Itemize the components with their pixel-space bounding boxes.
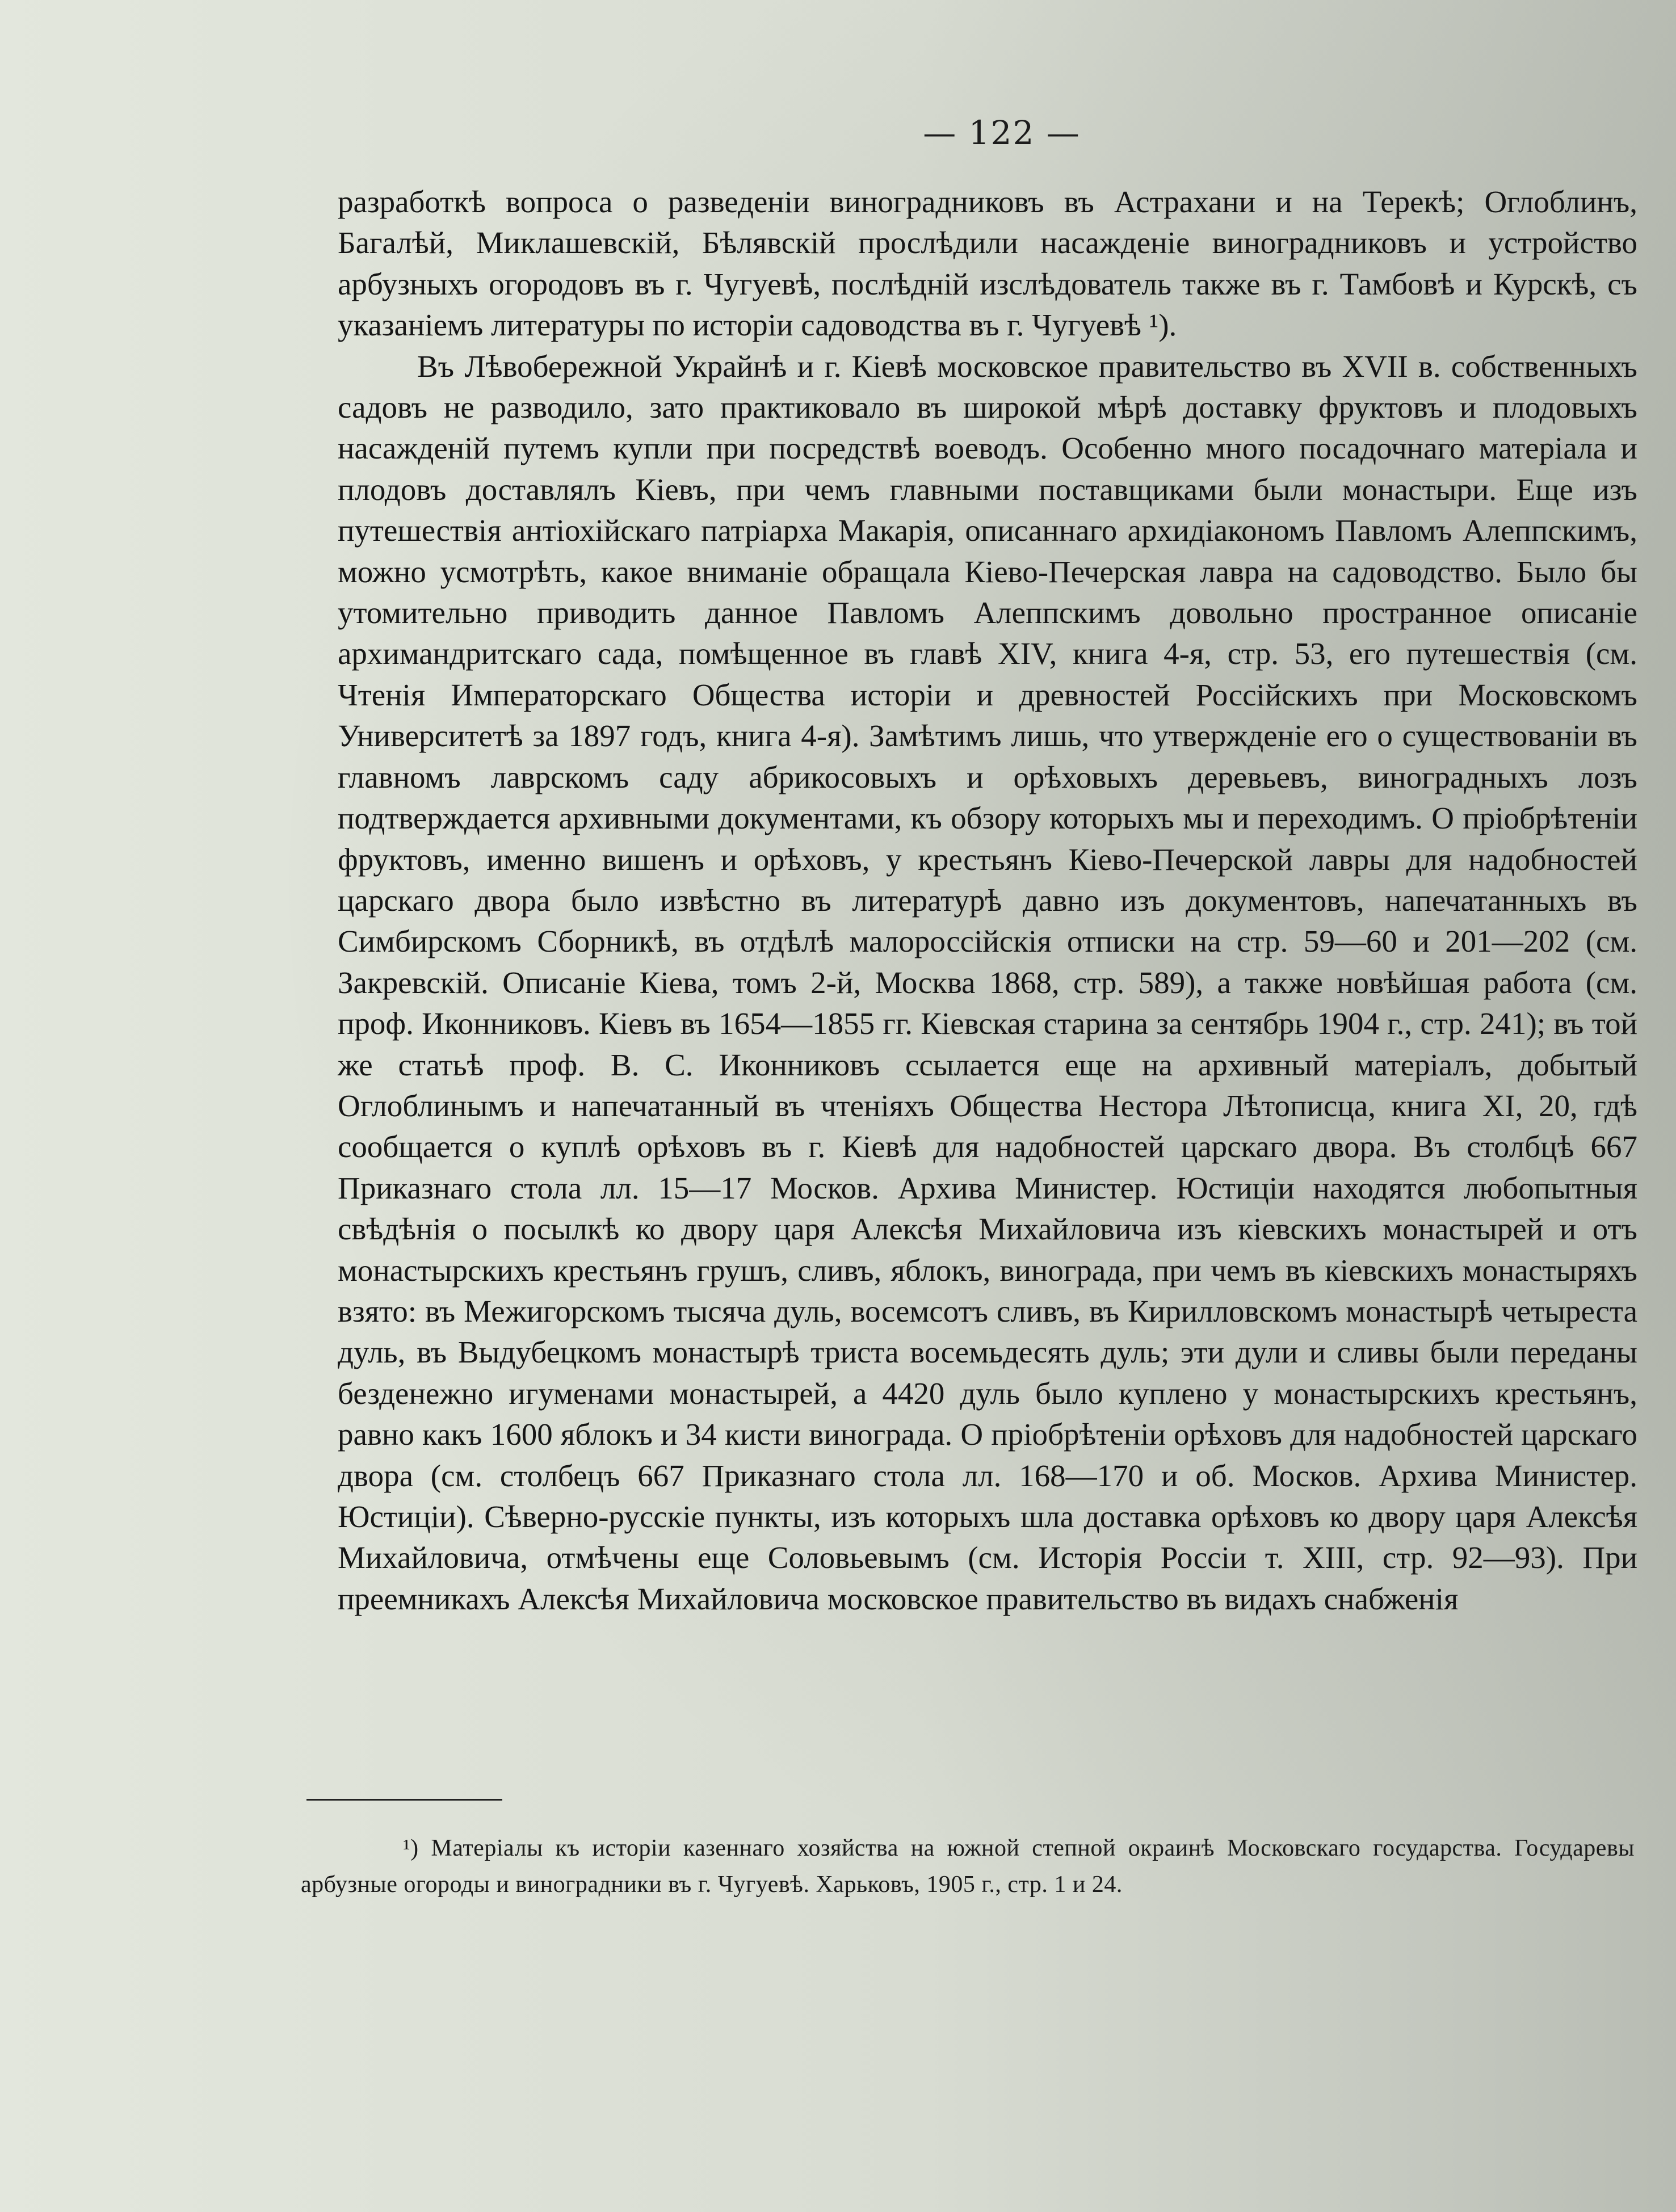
main-text bbox=[338, 182, 1637, 1620]
footnote: ¹) Матерiалы къ исторiи казеннаго хозяйства на южной степной окраинѣ Московскаго государства. Государевы арбузные огороды и виноградники въ г. Чугуевѣ. Харьковъ, 1905 г., стр. 1 и 24. bbox=[301, 1835, 1635, 1898]
paragraph-left-bank-ukraine: Въ Лѣвобережной Украйнѣ и г. Кiевѣ московское правительство въ XVII в. собственныхъ садовъ не разводило, зато практиковало въ широкой мѣрѣ доставку фруктовъ и плодовыхъ насажденiй путемъ купли при посредствѣ воеводъ. Особенно много посадочнаго матерiала и плодовъ доставлялъ Кiевъ, при чемъ главными поставщиками были монастыри. Еще изъ путешествiя антiохiйскаго патрiарха Макарiя, описаннаго архидiакономъ Павломъ Алеппскимъ, можно усмотрѣть, какое вниманiе обращала Кiево-Печерская лавра на садоводство. Было бы утомительно приводить данное Павломъ Алеппскимъ довольно пространное описанiе архимандритскаго сада, помѣщенное въ главѣ XIV, книга 4-я, стр. 53, его путешествiя (см. Чтенiя Императорскаго Общества исторiи и древностей Россiйскихъ при Московскомъ Университетѣ за 1897 годъ, книга 4-я). Замѣтимъ лишь, что утвержденiе его о существованiи въ главномъ лаврскомъ саду абрикосовыхъ и орѣховыхъ деревьевъ, виноградныхъ лозъ подтверждается архивными документами, къ обзору которыхъ мы и переходимъ. О прiобрѣтенiи фруктовъ, именно вишенъ и орѣховъ, у крестьянъ Кiево-Печерской лавры для надобностей царскаго двора было извѣстно въ литературѣ давно изъ документовъ, напечатанныхъ въ Симбирскомъ Сборникѣ, въ отдѣлѣ малороссiйскiя отписки на стр. 59—60 и 201—202 (см. Закревскiй. Описанiе Кiева, томъ 2-й, Москва 1868, стр. 589), а также новѣйшая работа (см. проф. Иконниковъ. Кiевъ въ 1654—1855 гг. Кiевская старина за сентябрь 1904 г., стр. 241); въ той же статьѣ проф. В. С. Иконниковъ ссылается еще на архивный матерiалъ, добытый Оглоблинымъ и напечатанный въ чтенiяхъ Общества Нестора Лѣтописца, книга XI, 20, гдѣ сообщается о куплѣ орѣховъ въ г. Кiевѣ для надобностей царскаго двора. Въ столбцѣ 667 Приказнаго стола лл. 15—17 Москов. Архива Министер. Юстицiи находятся любопытныя свѣдѣнiя о посылкѣ ко двору царя Алексѣя Михайловича изъ кiевскихъ монастырей и отъ монастырскихъ крестьянъ грушъ, сливъ, яблокъ, винограда, при чемъ въ кiевскихъ монастыряхъ взято: въ Межигорскомъ тысяча дуль, восемсотъ сливъ, въ Кирилловскомъ монастырѣ четыреста дуль, въ Выдубецкомъ монастырѣ триста восемьдесять дуль; эти дули и сливы были переданы безденежно игуменами монастырей, а 4420 дуль было куплено у монастырскихъ крестьянъ, равно какъ 1600 яблокъ и 34 кисти винограда. О прiобрѣтенiи орѣховъ для надобностей царскаго двора (см. столбецъ 667 Приказнаго стола лл. 168—170 и об. Москов. Архива Министер. Юстицiи). Сѣверно-русскiе пункты, изъ которыхъ шла доставка орѣховъ ко двору царя Алексѣя Михайловича, отмѣчены еще Соловьевымъ (см. Исторiя Россiи т. XIII, стр. 92—93). При преемникахъ Алексѣя Михайловича московское правительство въ видахъ снабженiя bbox=[338, 348, 1637, 1616]
page-number: — 122 — bbox=[923, 113, 1081, 152]
paragraph-continued: разработкѣ вопроса о разведенiи виноградниковъ въ Астрахани и на Терекѣ; Оглоблинъ, Багалѣй, Миклашевскiй, Бѣлявскiй прослѣдили насажденiе виноградниковъ и устройство арбузныхъ огородовъ въ г. Чугуевѣ, послѣднiй изслѣдователь также въ г. Тамбовѣ и Курскѣ, съ указанiемъ литературы по исторiи садоводства въ г. Чугуевѣ ¹). bbox=[338, 184, 1637, 343]
footnote-divider bbox=[306, 1799, 502, 1801]
